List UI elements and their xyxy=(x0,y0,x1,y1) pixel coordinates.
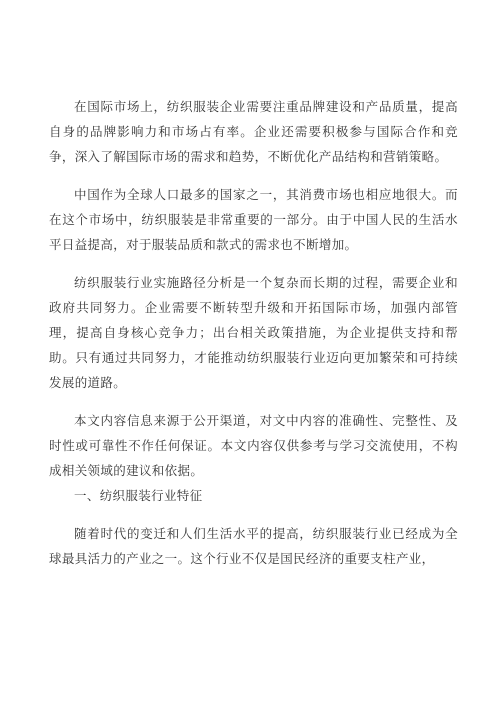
paragraph-industry-features: 随着时代的变迁和人们生活水平的提高，纺织服装行业已经成为全球最具活力的产业之一。这个行业不仅是国民经济的重要支柱产业， xyxy=(49,526,458,566)
section-heading: 一、纺织服装行业特征 xyxy=(74,488,203,503)
document-body xyxy=(49,94,458,571)
paragraph-china-consumer-market: 中国作为全球人口最多的国家之一，其消费市场也相应地很大。而在这个市场中，纺织服装是非常重要的一部分。由于中国人民的生活水平日益提高，对于服装品质和款式的需求也不断增加。 xyxy=(49,187,458,252)
paragraph-disclaimer: 本文内容信息来源于公开渠道，对文中内容的准确性、完整性、及时性或可靠性不作任何保证。本文内容仅供参考与学习交流使用，不构成相关领域的建议和依据。 xyxy=(49,413,458,478)
paragraph-international-market: 在国际市场上，纺织服装企业需要注重品牌建设和产品质量，提高自身的品牌影响力和市场占有率。企业还需要积极参与国际合作和竞争，深入了解国际市场的需求和趋势，不断优化产品结构和营销策略。 xyxy=(49,99,458,164)
paragraph-implementation-path: 纺织服装行业实施路径分析是一个复杂而长期的过程，需要企业和政府共同努力。企业需要不断转型升级和开拓国际市场，加强内部管理，提高自身核心竞争力；出台相关政策措施，为企业提供支持和帮助。只有通过共同努力，才能推动纺织服装行业迈向更加繁荣和可持续发展的道路。 xyxy=(49,275,458,390)
